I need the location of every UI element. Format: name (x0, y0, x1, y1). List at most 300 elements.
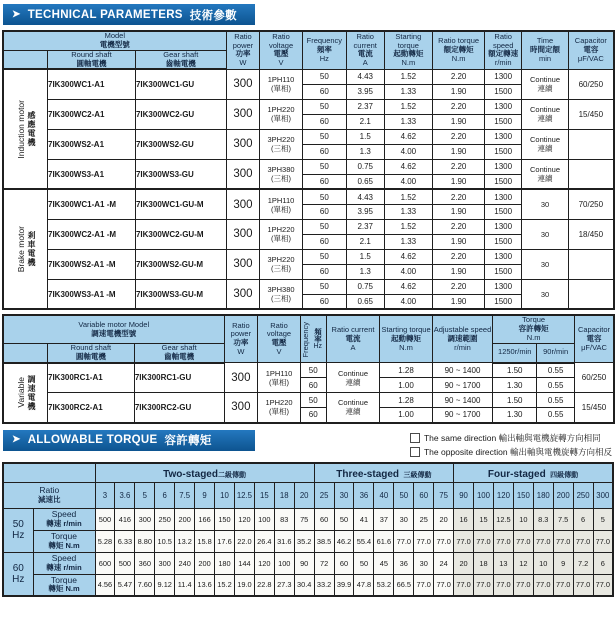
stage-header-row (3, 463, 613, 483)
time-value: 30 (522, 189, 568, 219)
voltage-value: 3PH220 (三相) (260, 129, 302, 159)
torque-value: 55.4 (354, 530, 374, 552)
current-value: 1.5 (346, 129, 384, 144)
voltage-header: Ratio voltage 電壓 V (260, 31, 302, 69)
ratio-value: 3 (95, 482, 115, 508)
freq-value: 60 (300, 378, 326, 393)
torque-row-label: Torque 轉矩 N.m (33, 574, 95, 596)
table-row (3, 249, 614, 264)
power-value: 300 (226, 69, 260, 99)
ratio-torque-value: 2.20 (433, 99, 485, 114)
ratio-value: 18 (274, 482, 294, 508)
freq-value: 50 (300, 363, 326, 378)
speed-value: 13 (493, 552, 513, 574)
title-en: ALLOWABLE TORQUE (27, 434, 158, 447)
freq-value: 60 (302, 234, 346, 249)
current-value: 3.95 (346, 84, 384, 99)
speed-value: 1500 (485, 234, 522, 249)
brake-motor-group-label: Brake motor 剎車電機 (3, 189, 48, 309)
speed-value: 1300 (485, 219, 522, 234)
torque-value: 77.0 (593, 530, 613, 552)
round-shaft-model: 7IK300WS3-A1 -M (48, 279, 136, 309)
speed-value: 120 (234, 508, 254, 530)
speed-60-row (3, 552, 613, 574)
freq-value: 60 (302, 114, 346, 129)
capacitor-value (568, 249, 614, 279)
ratio-torque-value: 1.90 (433, 114, 485, 129)
ratio-value: 40 (374, 482, 394, 508)
torque-value: 8.80 (135, 530, 155, 552)
ratio-torque-value: 1.90 (433, 294, 485, 309)
speed-value: 1500 (485, 204, 522, 219)
starting-torque-value: 1.28 (380, 363, 432, 378)
speed-value: 20 (434, 508, 454, 530)
round-shaft-model: 7IK300WC2-A1 -M (48, 219, 136, 249)
torque-value: 77.0 (414, 530, 434, 552)
speed-value: 10 (513, 508, 533, 530)
ratio-value: 7.5 (175, 482, 195, 508)
starting-torque-value: 4.62 (384, 279, 433, 294)
voltage-value: 3PH380 (三相) (260, 279, 302, 309)
time-value: 30 (522, 219, 568, 249)
round-shaft-model: 7IK300RC2-A1 (48, 393, 135, 423)
freq-value: 60 (302, 174, 346, 189)
round-shaft-model: 7IK300WC2-A1 (48, 99, 136, 129)
torque-value: 15.8 (195, 530, 215, 552)
torque-value: 77.0 (533, 530, 553, 552)
gear-shaft-model: 7IK300WS2-GU-M (135, 249, 226, 279)
capacitor-value (568, 279, 614, 309)
voltage-value: 1PH110 (單相) (260, 189, 302, 219)
speed-value: 300 (155, 552, 175, 574)
header-row-1 (3, 31, 614, 50)
power-value: 300 (226, 159, 260, 189)
speed-value: 6 (593, 552, 613, 574)
voltage-value: 1PH110 (單相) (258, 363, 301, 393)
speed-value: 1300 (485, 159, 522, 174)
current-value: 0.65 (346, 294, 384, 309)
speed-value: 1500 (485, 264, 522, 279)
table-row (3, 99, 614, 114)
ratio-torque-header: Ratio torque 額定轉矩 N.m (433, 31, 485, 69)
table-row (3, 159, 614, 174)
gear-shaft-model: 7IK300WS3-GU-M (135, 279, 226, 309)
torque-value: 77.0 (474, 530, 494, 552)
torque-value: 31.6 (274, 530, 294, 552)
torque-value: 77.0 (434, 530, 454, 552)
freq-value: 50 (300, 393, 326, 408)
arrow-icon: ➤ (12, 8, 21, 20)
ratio-header-row (3, 482, 613, 508)
torque-50-row (3, 530, 613, 552)
table-row (3, 219, 614, 234)
round-shaft-model: 7IK300WS2-A1 (48, 129, 136, 159)
speed-value: 9 (553, 552, 573, 574)
current-header: Ratio current 電流 A (326, 315, 380, 362)
time-value: 30 (522, 249, 568, 279)
torque-value: 77.0 (493, 574, 513, 596)
torque-value: 77.0 (454, 530, 474, 552)
torque-60-row (3, 574, 613, 596)
current-value: Continue 連續 (326, 393, 380, 423)
ratio-value: 50 (394, 482, 414, 508)
torque-value: 11.4 (175, 574, 195, 596)
table-row (3, 393, 614, 408)
starting-torque-value: 1.52 (384, 69, 433, 84)
ratio-value: 100 (474, 482, 494, 508)
voltage-value: 1PH110 (單相) (260, 69, 302, 99)
technical-parameters-table (2, 30, 615, 310)
torque-value: 19.0 (234, 574, 254, 596)
capacitor-header: Capacitor 電容 μF/VAC (568, 31, 614, 69)
table-row (3, 129, 614, 144)
speed-header: Ratio speed 額定轉速 r/min (485, 31, 522, 69)
time-value: Continue 連續 (522, 69, 568, 99)
gear-shaft-model: 7IK300WC2-GU-M (135, 219, 226, 249)
stage-blank (3, 463, 95, 483)
speed-value: 7.2 (573, 552, 593, 574)
speed-value: 180 (215, 552, 235, 574)
ratio-value: 60 (414, 482, 434, 508)
round-shaft-header: Round shaft 圓軸電機 (48, 343, 135, 362)
ratio-torque-value: 2.20 (433, 249, 485, 264)
table-row (3, 279, 614, 294)
group-header-blank (3, 50, 48, 69)
same-direction-label: The same direction 輸出軸與電機旋轉方向相同 (423, 432, 601, 443)
speed-value: 500 (95, 508, 115, 530)
freq-value: 50 (302, 159, 346, 174)
speed-value: 25 (414, 508, 434, 530)
power-value: 300 (226, 129, 260, 159)
starting-torque-value: 4.62 (384, 249, 433, 264)
torque-value: 38.5 (314, 530, 334, 552)
torque-value: 77.0 (474, 574, 494, 596)
current-value: 0.65 (346, 174, 384, 189)
gear-shaft-model: 7IK300RC1-GU (134, 363, 224, 393)
torque-value: 17.6 (215, 530, 235, 552)
torque-value: 77.0 (593, 574, 613, 596)
allowable-torque-table (2, 462, 614, 598)
torque-value: 53.2 (374, 574, 394, 596)
torque-value: 77.0 (513, 574, 533, 596)
capacitor-value (568, 129, 614, 159)
capacitor-value: 15/450 (575, 393, 614, 423)
speed-row-label: Speed 轉速 r/min (33, 552, 95, 574)
power-header: Ratio power 功率 W (224, 315, 258, 362)
capacitor-value: 60/250 (568, 69, 614, 99)
starting-torque-value: 1.28 (380, 393, 432, 408)
starting-torque-value: 1.33 (384, 204, 433, 219)
gear-shaft-model: 7IK300WC2-GU (135, 99, 226, 129)
voltage-header: Ratio voltage 電壓 V (258, 315, 301, 362)
ratio-value: 20 (294, 482, 314, 508)
starting-torque-header: Starting torque 起動轉矩 N.m (384, 31, 433, 69)
ratio-value: 10 (215, 482, 235, 508)
round-shaft-model: 7IK300WS3-A1 (48, 159, 136, 189)
freq-value: 50 (302, 249, 346, 264)
freq-value: 50 (302, 99, 346, 114)
current-value: 0.75 (346, 279, 384, 294)
starting-torque-value: 1.33 (384, 114, 433, 129)
gear-shaft-model: 7IK300WS3-GU (135, 159, 226, 189)
speed-value: 50 (354, 552, 374, 574)
torque-90-value: 0.55 (537, 393, 575, 408)
ratio-value: 200 (553, 482, 573, 508)
round-shaft-header: Round shaft 圓軸電機 (48, 50, 136, 69)
gear-shaft-header: Gear shaft 齒軸電機 (134, 343, 224, 362)
torque-1250-value: 1.30 (493, 378, 537, 393)
ratio-value: 25 (314, 482, 334, 508)
current-value: 4.43 (346, 69, 384, 84)
torque-1250-value: 1.50 (493, 393, 537, 408)
torque-value: 22.0 (234, 530, 254, 552)
induction-motor-group-label: Induction motor 感應電機 (3, 69, 48, 189)
speed-value: 90 (294, 552, 314, 574)
torque-value: 26.4 (254, 530, 274, 552)
opposite-direction-checkbox[interactable] (410, 447, 420, 457)
current-value: 2.1 (346, 234, 384, 249)
header-row-1 (3, 315, 614, 343)
speed-value: 36 (394, 552, 414, 574)
speed-value: 5 (593, 508, 613, 530)
time-value: Continue 連續 (522, 159, 568, 189)
time-header: Time 時間定額 min (522, 31, 568, 69)
variable-motor-table (2, 314, 615, 423)
starting-torque-value: 1.52 (384, 99, 433, 114)
torque-value: 47.8 (354, 574, 374, 596)
speed-value: 18 (474, 552, 494, 574)
freq-value: 50 (302, 219, 346, 234)
same-direction-checkbox[interactable] (410, 433, 420, 443)
speed-value: 200 (175, 508, 195, 530)
speed-value: 1300 (485, 129, 522, 144)
ratio-torque-value: 2.20 (433, 279, 485, 294)
current-value: 2.37 (346, 99, 384, 114)
starting-torque-value: 4.62 (384, 129, 433, 144)
three-staged-header: Three-staged 三級傳動 (314, 463, 453, 483)
title-zh: 技術參數 (189, 9, 237, 22)
torque-value: 5.28 (95, 530, 115, 552)
voltage-value: 3PH220 (三相) (260, 249, 302, 279)
speed-value: 360 (135, 552, 155, 574)
current-value: 1.3 (346, 144, 384, 159)
speed-value: 1500 (485, 294, 522, 309)
speed-value: 20 (454, 552, 474, 574)
speed-value: 166 (195, 508, 215, 530)
speed-value: 240 (175, 552, 195, 574)
title-zh: 容許轉矩 (164, 435, 212, 448)
speed-value: 24 (434, 552, 454, 574)
variable-model-header: Variable motor Model 調速電機型號 (3, 315, 224, 343)
speed-value: 1300 (485, 99, 522, 114)
ratio-torque-value: 1.90 (433, 84, 485, 99)
ratio-torque-value: 2.20 (433, 189, 485, 204)
freq-value: 60 (302, 84, 346, 99)
speed-value: 1300 (485, 69, 522, 84)
ratio-torque-value: 2.20 (433, 219, 485, 234)
time-value: Continue 連續 (522, 129, 568, 159)
speed-value: 8.3 (533, 508, 553, 530)
round-shaft-model: 7IK300RC1-A1 (48, 363, 135, 393)
starting-torque-value: 1.52 (384, 189, 433, 204)
ratio-torque-value: 1.90 (433, 264, 485, 279)
torque-value: 77.0 (533, 574, 553, 596)
starting-torque-value: 4.62 (384, 159, 433, 174)
variable-motor-group-label: Variable 調速電機 (3, 363, 48, 423)
gear-shaft-model: 7IK300WC1-GU (135, 69, 226, 99)
speed-value: 30 (394, 508, 414, 530)
capacitor-value: 18/450 (568, 219, 614, 249)
speed-value: 12.5 (493, 508, 513, 530)
torque-value: 77.0 (394, 530, 414, 552)
title-en: TECHNICAL PARAMETERS (27, 8, 183, 21)
torque-value: 15.2 (215, 574, 235, 596)
ratio-torque-value: 2.20 (433, 129, 485, 144)
freq-value: 50 (302, 69, 346, 84)
ratio-value: 300 (593, 482, 613, 508)
speed-value: 150 (215, 508, 235, 530)
voltage-value: 1PH220 (單相) (258, 393, 301, 423)
speed-value: 12 (513, 552, 533, 574)
speed-value: 10 (533, 552, 553, 574)
torque-90-header: 90r/min (537, 343, 575, 362)
torque-value: 13.2 (175, 530, 195, 552)
ratio-value: 3.6 (115, 482, 135, 508)
speed-value: 41 (354, 508, 374, 530)
speed-value: 100 (274, 552, 294, 574)
speed-value: 1300 (485, 279, 522, 294)
speed-value: 1500 (485, 84, 522, 99)
ratio-value: 90 (454, 482, 474, 508)
speed-value: 60 (314, 508, 334, 530)
current-value: 1.5 (346, 249, 384, 264)
starting-torque-value: 1.52 (384, 219, 433, 234)
current-value: 3.95 (346, 204, 384, 219)
torque-1250-header: 1250r/min (493, 343, 537, 362)
ratio-value: 250 (573, 482, 593, 508)
torque-value: 77.0 (454, 574, 474, 596)
current-value: 0.75 (346, 159, 384, 174)
power-value: 300 (226, 189, 260, 219)
speed-value: 120 (254, 552, 274, 574)
current-value: 2.37 (346, 219, 384, 234)
voltage-value: 1PH220 (單相) (260, 219, 302, 249)
ratio-label: Ratio 減速比 (3, 482, 95, 508)
speed-value: 1300 (485, 249, 522, 264)
current-header: Ratio current 電流 A (346, 31, 384, 69)
hz-50-label: 50 Hz (3, 508, 33, 552)
ratio-torque-value: 1.90 (433, 144, 485, 159)
starting-torque-value: 4.00 (384, 294, 433, 309)
current-value: 4.43 (346, 189, 384, 204)
ratio-value: 150 (513, 482, 533, 508)
four-staged-header: Four-staged 四級傳動 (454, 463, 613, 483)
frequency-header: Frequency 頻率 Hz (302, 31, 346, 69)
current-value: Continue 連續 (326, 363, 380, 393)
torque-90-value: 0.55 (537, 378, 575, 393)
torque-value: 30.4 (294, 574, 314, 596)
speed-value: 200 (195, 552, 215, 574)
current-value: 2.1 (346, 114, 384, 129)
starting-torque-value: 1.00 (380, 408, 432, 423)
torque-90-value: 0.55 (537, 408, 575, 423)
torque-value: 46.2 (334, 530, 354, 552)
direction-options (410, 430, 615, 458)
ratio-value: 9 (195, 482, 215, 508)
torque-value: 77.0 (434, 574, 454, 596)
speed-range-value: 90 ~ 1400 (432, 363, 493, 378)
speed-value: 50 (334, 508, 354, 530)
torque-value: 66.5 (394, 574, 414, 596)
gear-shaft-header: Gear shaft 齒軸電機 (135, 50, 226, 69)
ratio-value: 5 (135, 482, 155, 508)
round-shaft-model: 7IK300WC1-A1 -M (48, 189, 136, 219)
torque-value: 61.6 (374, 530, 394, 552)
ratio-value: 120 (493, 482, 513, 508)
speed-value: 416 (115, 508, 135, 530)
speed-value: 144 (234, 552, 254, 574)
freq-value: 60 (300, 408, 326, 423)
speed-range-value: 90 ~ 1700 (432, 408, 493, 423)
torque-value: 9.12 (155, 574, 175, 596)
opposite-direction-option (410, 446, 612, 458)
starting-torque-value: 1.33 (384, 234, 433, 249)
torque-value: 77.0 (553, 574, 573, 596)
power-value: 300 (226, 99, 260, 129)
current-value: 1.3 (346, 264, 384, 279)
speed-value: 30 (414, 552, 434, 574)
speed-value: 16 (454, 508, 474, 530)
torque-value: 13.6 (195, 574, 215, 596)
freq-value: 60 (302, 204, 346, 219)
torque-value: 5.47 (115, 574, 135, 596)
speed-value: 250 (155, 508, 175, 530)
table-row (3, 189, 614, 204)
freq-value: 60 (302, 294, 346, 309)
technical-parameters-title (3, 4, 255, 25)
adjustable-speed-header: Adjustable speed 調速範圍 r/min (432, 315, 493, 362)
allowable-torque-group-header: Torque 容許轉矩 N.m (493, 315, 575, 343)
table-row (3, 69, 614, 84)
model-header: Model 電機型號 (3, 31, 226, 50)
speed-value: 75 (294, 508, 314, 530)
group-header-blank (3, 343, 48, 362)
power-value: 300 (226, 249, 260, 279)
torque-1250-value: 1.30 (493, 408, 537, 423)
freq-value: 50 (302, 279, 346, 294)
time-value: 30 (522, 279, 568, 309)
speed-value: 100 (254, 508, 274, 530)
speed-row-label: Speed 轉速 r/min (33, 508, 95, 530)
starting-torque-header: Starting torque 起動轉矩 N.m (380, 315, 432, 362)
round-shaft-model: 7IK300WC1-A1 (48, 69, 136, 99)
torque-value: 39.9 (334, 574, 354, 596)
torque-row-label: Torque 轉矩 N.m (33, 530, 95, 552)
torque-value: 77.0 (553, 530, 573, 552)
torque-90-value: 0.55 (537, 363, 575, 378)
power-value: 300 (224, 363, 258, 393)
speed-value: 45 (374, 552, 394, 574)
ratio-torque-value: 2.20 (433, 159, 485, 174)
ratio-value: 36 (354, 482, 374, 508)
torque-value: 10.5 (155, 530, 175, 552)
torque-1250-value: 1.50 (493, 363, 537, 378)
ratio-value: 75 (434, 482, 454, 508)
capacitor-value: 60/250 (575, 363, 614, 393)
speed-value: 1300 (485, 189, 522, 204)
ratio-torque-value: 1.90 (433, 234, 485, 249)
speed-value: 300 (135, 508, 155, 530)
